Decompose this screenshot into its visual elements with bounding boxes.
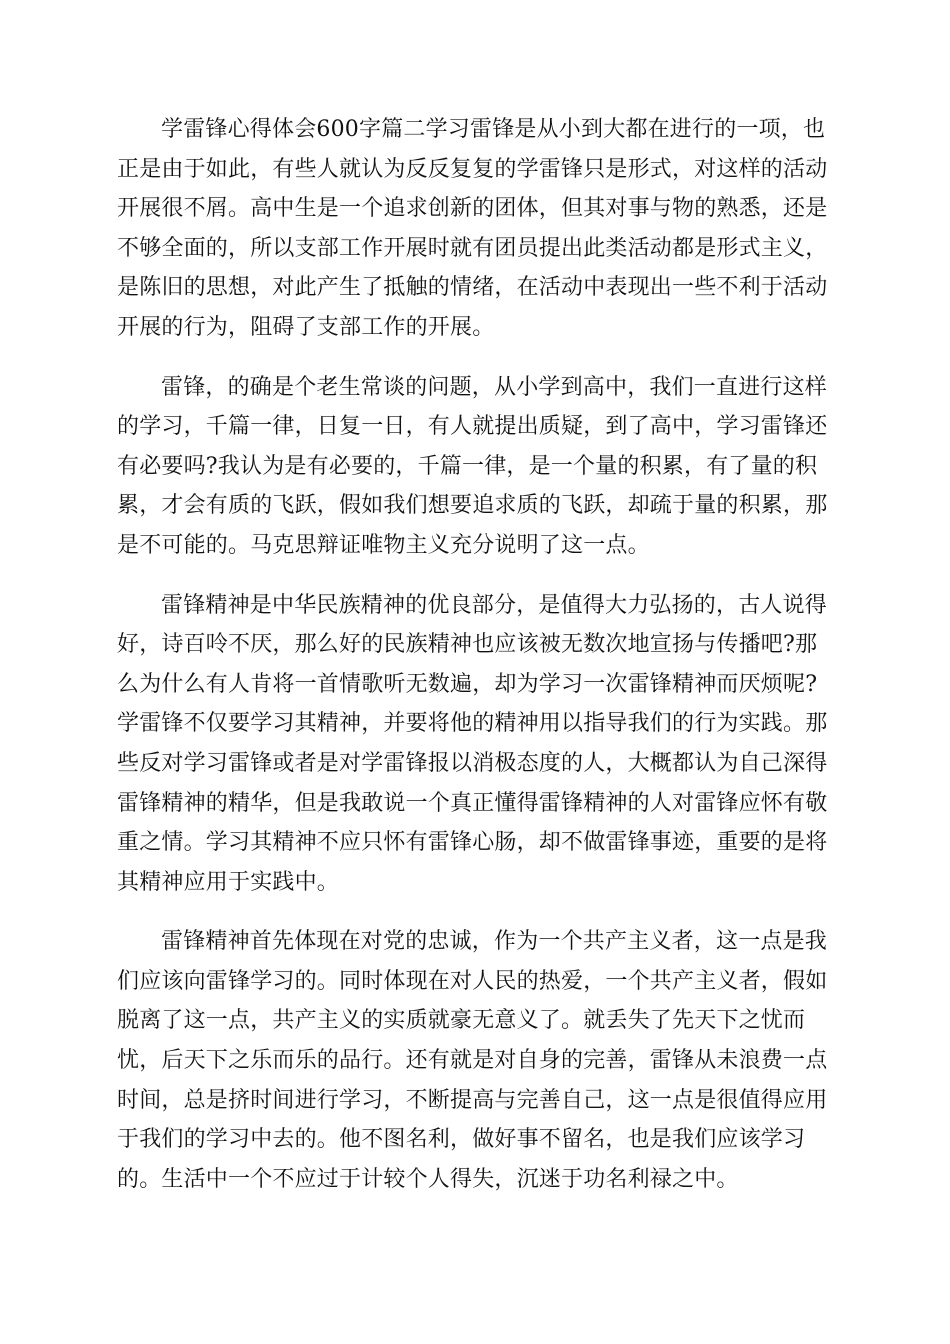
paragraph-1 [117, 110, 833, 348]
paragraph-line: 正是由于如此，有些人就认为反反复复的学雷锋只是形式，对这样的活动 [117, 156, 828, 182]
paragraph-line: 累，才会有质的飞跃，假如我们想要追求质的飞跃，却疏于量的积累，那 [117, 493, 828, 519]
paragraph-line: 好，诗百呤不厌，那么好的民族精神也应该被无数次地宣扬与传播吧?那 [117, 632, 818, 658]
paragraph-line: 些反对学习雷锋或者是对学雷锋报以消极态度的人，大概都认为自己深得 [117, 750, 828, 776]
paragraph-line: 的学习，千篇一律，日复一日，有人就提出质疑，到了高中，学习雷锋还 [117, 414, 828, 440]
paragraph-line: 雷锋精神的精华，但是我敢说一个真正懂得雷锋精神的人对雷锋应怀有敬 [117, 790, 828, 816]
paragraph-4 [117, 922, 833, 1199]
paragraph-line: 重之情。学习其精神不应只怀有雷锋心肠，却不做雷锋事迹，重要的是将 [117, 830, 828, 856]
paragraph-line: 学雷锋不仅要学习其精神，并要将他的精神用以指导我们的行为实践。那 [117, 711, 828, 737]
paragraph-line: 雷锋精神首先体现在对党的忠诚，作为一个共产主义者，这一点是我 [161, 929, 828, 955]
paragraph-line: 雷锋精神是中华民族精神的优良部分，是值得大力弘扬的，古人说得 [161, 592, 828, 618]
paragraph-line: 是不可能的。马克思辩证唯物主义充分说明了这一点。 [117, 532, 650, 558]
paragraph-line: 有必要吗?我认为是有必要的，千篇一律，是一个量的积累，有了量的积 [117, 453, 818, 479]
paragraph-line: 们应该向雷锋学习的。同时体现在对人民的热爱，一个共产主义者，假如 [117, 968, 828, 994]
paragraph-line: 雷锋，的确是个老生常谈的问题，从小学到高中，我们一直进行这样 [161, 374, 828, 400]
paragraph-2 [117, 368, 833, 566]
paragraph-line: 忧，后天下之乐而乐的品行。还有就是对自身的完善，雷锋从未浪费一点 [117, 1048, 828, 1074]
paragraph-line: 其精神应用于实践中。 [117, 869, 340, 895]
paragraph-line: 脱离了这一点，共产主义的实质就豪无意义了。就丢失了先天下之忧而 [117, 1008, 806, 1034]
paragraph-line: 不够全面的，所以支部工作开展时就有团员提出此类活动都是形式主义， [117, 235, 828, 261]
paragraph-line: 时间，总是挤时间进行学习，不断提高与完善自己，这一点是很值得应用 [117, 1087, 828, 1113]
paragraph-line: 开展很不屑。高中生是一个追求创新的团体，但其对事与物的熟悉，还是 [117, 196, 828, 222]
paragraph-line: 学雷锋心得体会600字篇二学习雷锋是从小到大都在进行的一项，也 [161, 117, 826, 142]
paragraph-line: 开展的行为，阻碍了支部工作的开展。 [117, 314, 495, 340]
paragraph-3 [117, 586, 833, 903]
paragraph-line: 是陈旧的思想，对此产生了抵触的情绪，在活动中表现出一些不利于活动 [117, 275, 828, 301]
paragraph-line: 么为什么有人肯将一首情歌听无数遍，却为学习一次雷锋精神而厌烦呢? [117, 671, 818, 697]
paragraph-line: 的。生活中一个不应过于计较个人得失，沉迷于功名利禄之中。 [117, 1166, 739, 1192]
document-body [117, 110, 833, 1219]
paragraph-line: 于我们的学习中去的。他不图名利，做好事不留名，也是我们应该学习 [117, 1127, 806, 1153]
